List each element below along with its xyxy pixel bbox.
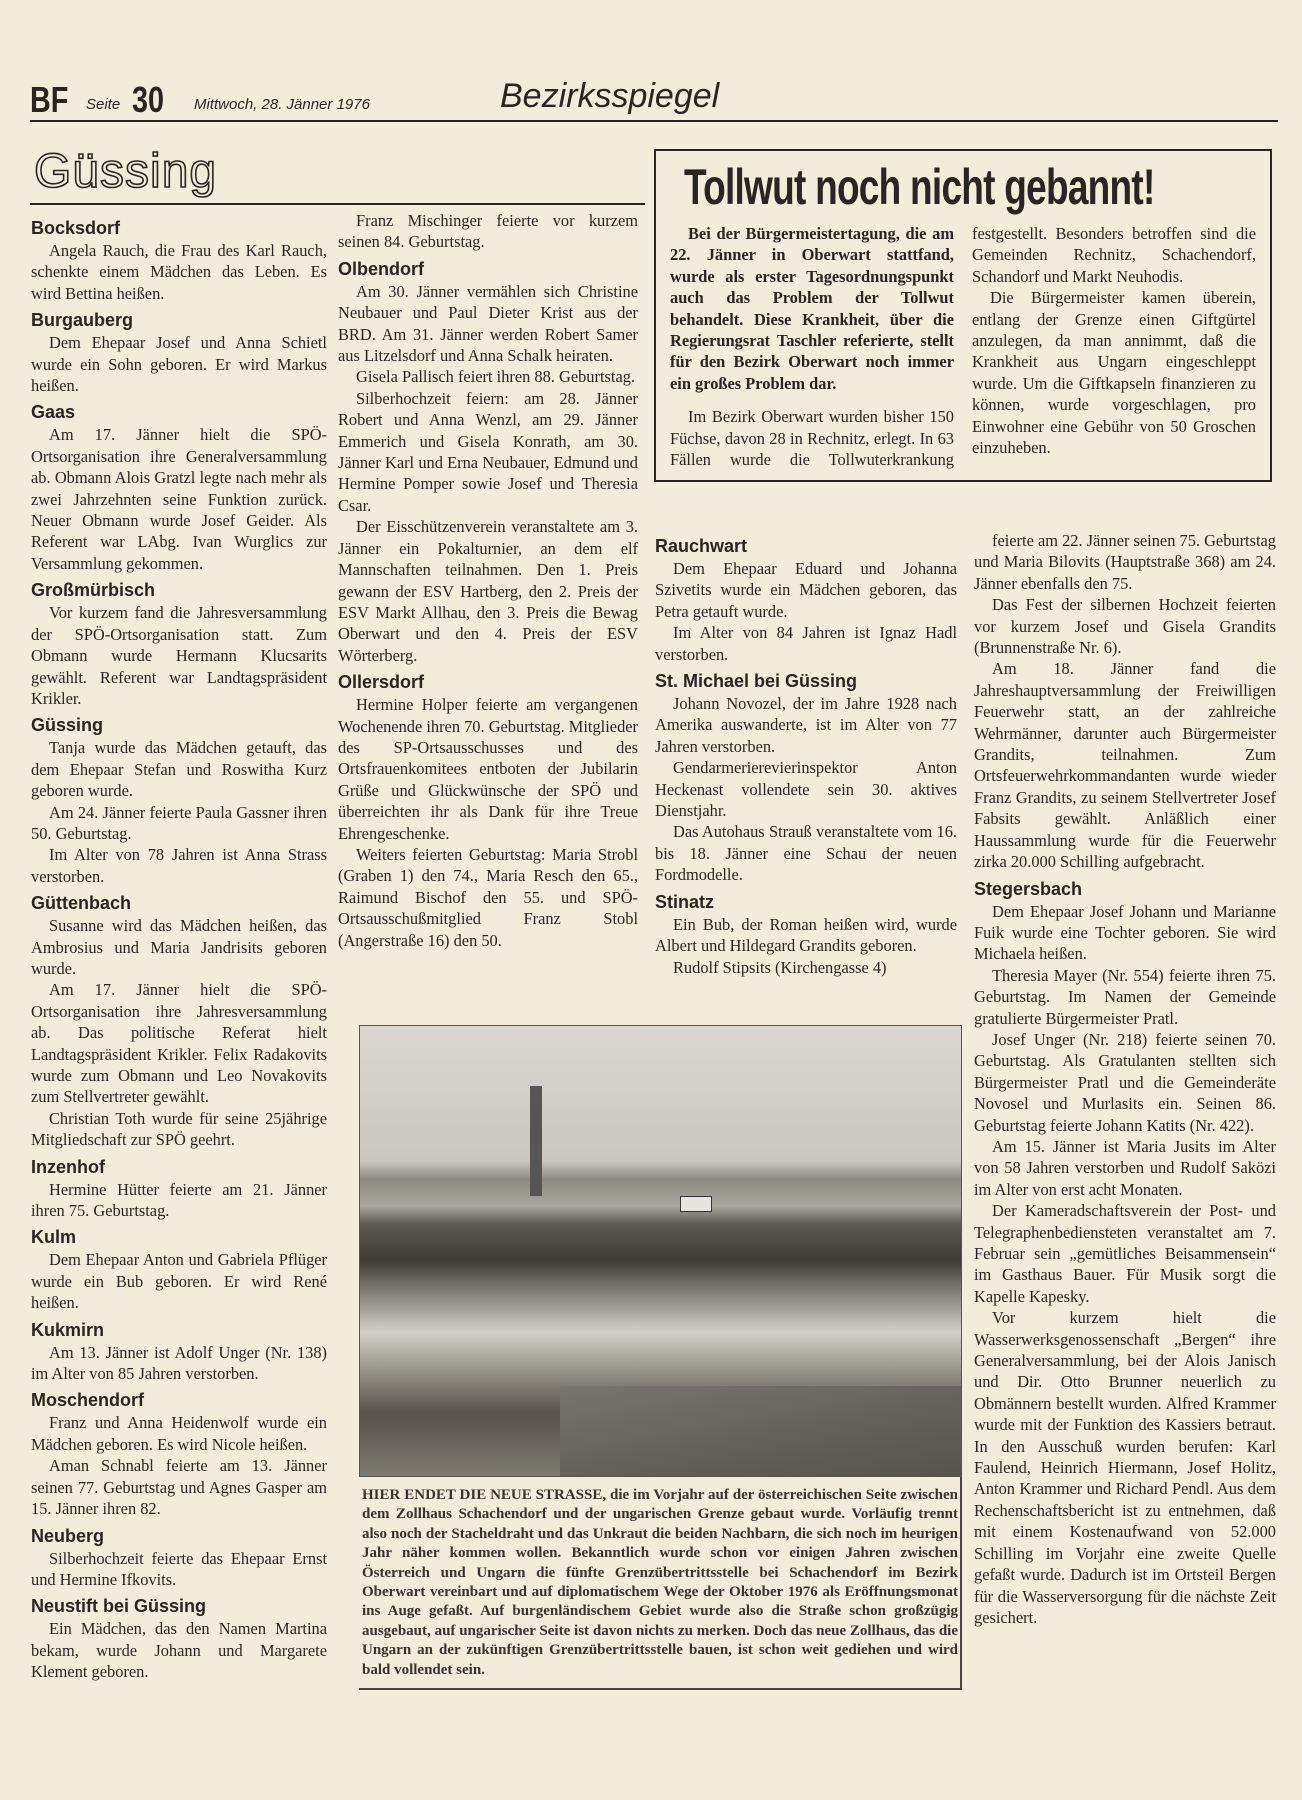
news-paragraph: Rudolf Stipsits (Kirchengasse 4) — [673, 957, 887, 977]
section-heading: Bocksdorf — [31, 218, 121, 238]
news-paragraph: Ein Bub, der Roman heißen wird, wurde Albert und Hildegard Grandits geboren. — [655, 914, 957, 956]
news-paragraph: Susanne wird das Mädchen heißen, das Ambrosius und Maria Jandrisits geboren wurde. — [31, 916, 327, 978]
caption-lead: HIER ENDET DIE NEUE STRASSE, — [362, 1487, 607, 1503]
section-heading: Olbendorf — [338, 258, 424, 279]
news-paragraph: Dem Ehepaar Josef und Anna Schietl wurde ein Sohn geboren. Er wird Markus heißen. — [31, 333, 327, 396]
section-title: Bezirksspiegel — [500, 77, 720, 115]
news-paragraph: Im Alter von 84 Jahren ist Ignaz Hadl verstorben. — [655, 623, 957, 664]
news-paragraph: Franz Mischinger feierte vor kurzem seinen 84. Geburtstag. — [338, 211, 638, 252]
section-heading: Moschendorf — [31, 1390, 145, 1411]
news-paragraph: Ein Mädchen, das den Namen Martina bekam, wurde Johann und Margarete Klement geboren. — [31, 1619, 327, 1682]
news-paragraph: Franz und Anna Heidenwolf wurde ein Mädchen geboren. Es wird Nicole heißen. — [31, 1413, 327, 1454]
page-label: Seite — [86, 96, 121, 113]
section-heading: Stinatz — [655, 891, 715, 912]
news-paragraph: Am 17. Jänner hielt die SPÖ-Ortsorganisation ihre Generalversammlung ab. Obmann Alois Gratzl legte nach mehr als zwei Jahrzehnten seine Funktion zurück. Neuer Obmann wurde Josef Geider. Als Referent war LAbg. Ivan Wurglics zur Versammlung gekommen. — [31, 425, 327, 573]
section-heading: Rauchwart — [655, 536, 748, 556]
article-body — [670, 223, 1256, 470]
news-paragraph: Am 15. Jänner ist Maria Jusits im Alter von 58 Jahren verstorben und Rudolf Saközi im Alter von erst acht Monaten. — [974, 1136, 1276, 1199]
article-paragraph: Die Bürgermeister kamen überein, entlang der Grenze einen Giftgürtel anzulegen, da man annimmt, daß die Krankheit aus Ungarn eingeschleppt wurde. Um die Giftkapseln finanzieren zu können, wurde vorgeschlagen, pro Einwohner eine Gebühr von 50 Groschen einzuheben. — [972, 288, 1256, 458]
road-surface — [560, 1386, 962, 1477]
section-heading: Kulm — [31, 1227, 76, 1248]
news-paragraph: Der Eisschützenverein veranstaltete am 3. Jänner ein Pokalturnier, an dem elf Mannschaften teilnahmen. Den 1. Preis gewann der ESV Hartberg, den 2. Preis der ESV Markt Allhau, den 3. Preis die Bewag Oberwart und den 4. Preis der ESV Wörterberg. — [338, 517, 638, 665]
news-paragraph: feierte am 22. Jänner seinen 75. Geburtstag und Maria Bilovits (Hauptstraße 368) am 24. Jänner ebenfalls den 75. — [974, 531, 1277, 593]
news-paragraph: Hermine Hütter feierte am 21. Jänner ihren 75. Geburtstag. — [31, 1179, 327, 1221]
photo-caption — [362, 1486, 958, 1680]
caption-text: die im Vorjahr auf der österreichischen Seite zwischen dem Zollhaus Schachendorf und der ungarischen Grenze gebaut wurde. Vorläufig trennt also noch der Stacheldraht und das Unkraut die beiden Nachbarn, die sich noch im heurigen Jahr näher kommen wollen. Bekanntlich wurde schon vor einigen Jahren zwischen Österreich und Ungarn die fünfte Grenzübertrittsstelle bei Schachendorf im Bezirk Oberwart vereinbart und auf diplomatischem Wege der Oktober 1976 als Eröffnungsmonat ins Auge gefaßt. Auf burgenländischem Gebiet wurde also die Straße schon großzügig ausgebaut, auf ungarischer Seite ist davon nichts zu merken. Doch das neue Zollhaus, das die Ungarn an der zukünftigen Grenzübertrittsstelle bauen, ist schon weit gediehen und wird bald vollendet sein. — [362, 1487, 958, 1678]
news-paragraph: Gisela Pallisch feiert ihren 88. Geburtstag. — [356, 367, 636, 387]
section-heading: Neuberg — [31, 1525, 105, 1546]
section-heading: St. Michael bei Güssing — [655, 671, 858, 692]
news-paragraph: Weiters feierten Geburtstag: Maria Strobl (Graben 1) den 74., Maria Resch den 65., Raimund Bischof den 55. und SPÖ-Ortsausschußmitglied Franz Stobl (Angerstraße 16) den 50. — [338, 844, 638, 950]
news-paragraph: Tanja wurde das Mädchen getauft, das dem Ehepaar Stefan und Roswitha Kurz geboren wurde. — [31, 738, 327, 801]
section-heading: Neustift bei Güssing — [31, 1596, 207, 1617]
border-road-photo — [359, 1025, 962, 1477]
news-column-4 — [974, 530, 1276, 1628]
news-paragraph: Im Alter von 78 Jahren ist Anna Strass verstorben. — [31, 845, 327, 886]
news-paragraph: Angela Rauch, die Frau des Karl Rauch, schenkte einem Mädchen das Leben. Es wird Bettina heißen. — [31, 241, 327, 303]
news-paragraph: Dem Ehepaar Anton und Gabriela Pflüger wurde ein Bub geboren. Er wird René heißen. — [31, 1250, 327, 1313]
article-headline: Tollwut noch nicht gebannt! — [684, 159, 1155, 215]
paper-logo: BF — [30, 79, 69, 120]
news-paragraph: Christian Toth wurde für seine 25jährige Mitgliedschaft zur SPÖ geehrt. — [31, 1108, 327, 1150]
news-paragraph: Vor kurzem fand die Jahresversammlung der SPÖ-Ortsorganisation statt. Zum Obmann wurde Hermann Klucsarits gewählt. Referent war Landtagspräsident Krikler. — [31, 603, 327, 708]
section-heading: Gaas — [31, 402, 76, 423]
news-paragraph: Dem Ehepaar Josef Johann und Marianne Fuik wurde eine Tochter geboren. Sie wird Michaela heißen. — [974, 901, 1276, 964]
locality-rule — [30, 203, 645, 205]
news-paragraph: Das Fest der silbernen Hochzeit feierten vor kurzem Josef und Gisela Grandits (Brunnenstraße Nr. 6). — [974, 595, 1276, 658]
news-paragraph: Josef Unger (Nr. 218) feierte seinen 70. Geburtstag. Als Gratulanten stellten sich Bürgermeister Pratl und die Gemeinderäte Novosel und Murlasits ein. Seinen 86. Geburtstag feierte Johann Katits (Nr. 422). — [974, 1029, 1276, 1135]
road-sign — [680, 1196, 712, 1212]
page-number: 30 — [132, 79, 165, 120]
news-paragraph: Hermine Holper feierte am vergangenen Wochenende ihren 70. Geburtstag. Mitglieder des SP-Ortsausschusses und des Ortsfrauenkomitees entboten der Jubilarin Grüße und Glückwünsche der SPÖ und überreichten ihr als Dank für ihre Treue Ehrengeschenke. — [338, 695, 638, 843]
news-paragraph: Am 17. Jänner hielt die SPÖ-Ortsorganisation ihre Jahresversammlung ab. Das politische Referat hielt Landtagspräsident Krikler. Felix Radakovits wurde zum Obmann und Leo Novakovits zum Stellvertreter gewählt. — [31, 980, 327, 1107]
news-paragraph: Johann Novozel, der im Jahre 1928 nach Amerika auswanderte, ist im Alter von 77 Jahren verstorben. — [655, 694, 957, 756]
news-column-1 — [31, 212, 327, 1683]
news-paragraph: Vor kurzem hielt die Wasserwerksgenossenschaft „Bergen“ ihre Generalversammlung, bei der Alois Janisch und Dir. Otto Brunner neuerlich zu Obmännern bestellt wurden. Alfred Krammer wurde mit der Funktion des Kassiers betraut. In den Ausschuß wurden berufen: Karl Faulend, Heinrich Hiermann, Josef Holitz, Anton Krammer und Richard Pendl. Aus dem Rechenschaftsbericht ist zu entnehmen, daß mit einem Kostenaufwand von 52.000 Schilling im Vorjahr eine zweite Quelle gefaßt wurde. Dadurch ist im Ortsteil Bergen für die Wasserversorgung für die nächste Zeit gesichert. — [974, 1308, 1276, 1627]
locality-title: Güssing — [34, 145, 218, 198]
caption-rule — [359, 1688, 962, 1690]
article-paragraph: Im Bezirk Oberwart wurden bisher 150 Füchse, davon 28 in Rechnitz, erlegt. In 63 Fällen wurde die Tollwuterkrankung festgestellt. Besonders betroffen sind die Gemeinden Rechnitz, Schachendorf, Schandorf und Markt Neuhodis. — [670, 224, 1256, 470]
article-lead: Bei der Bürgermeistertagung, die am 22. Jänner in Oberwart stattfand, wurde als erster Tagesordnungspunkt auch das Problem der Tollwut behandelt. Diese Krankheit, über die Regierungsrat Taschler referierte, stellt für den Bezirk Oberwart noch immer ein großes Problem dar. — [670, 224, 954, 393]
news-paragraph: Am 13. Jänner ist Adolf Unger (Nr. 138) im Alter von 85 Jahren verstorben. — [31, 1342, 327, 1384]
issue-date: Mittwoch, 28. Jänner 1976 — [194, 96, 370, 113]
header-rule — [30, 120, 1278, 122]
tollwut-article-box — [654, 149, 1272, 482]
news-paragraph: Am 18. Jänner fand die Jahreshauptversammlung der Freiwilligen Feuerwehr statt, an der zahlreiche Wehrmänner, darunter auch Bürgermeister Grandits, teilnahmen. Zum Ortsfeuerwehrkommandanten wurde wieder Franz Grandits, zu seinem Stellvertreter Josef Fabsits gewählt. Anläßlich einer Haussammlung wurde für die Feuerwehr zirka 20.000 Schilling aufgebracht. — [974, 659, 1276, 872]
news-paragraph: Am 24. Jänner feierte Paula Gassner ihren 50. Geburtstag. — [31, 802, 327, 843]
news-paragraph: Silberhochzeit feierte das Ehepaar Ernst und Hermine Ifkovits. — [31, 1548, 327, 1589]
news-column-2 — [338, 210, 638, 951]
section-heading: Großmürbisch — [31, 580, 156, 601]
news-paragraph: Gendarmerierevierinspektor Anton Heckenast vollendete sein 30. aktives Dienstjahr. — [655, 758, 957, 821]
section-heading: Kukmirn — [31, 1319, 105, 1340]
section-heading: Burgauberg — [31, 310, 134, 331]
news-column-3 — [655, 530, 957, 978]
section-heading: Inzenhof — [31, 1156, 105, 1177]
news-paragraph: Am 30. Jänner vermählen sich Christine Neubauer und Paul Dieter Krist aus der BRD. Am 31. Jänner werden Robert Samer aus Litzelsdorf und Anna Schalk heiraten. — [338, 281, 638, 366]
caption-side-rule — [960, 1477, 962, 1690]
news-paragraph: Das Autohaus Strauß veranstaltete vom 16. bis 18. Jänner eine Schau der neuen Fordmodelle. — [655, 822, 957, 885]
section-heading: Güttenbach — [31, 893, 132, 914]
news-paragraph: Silberhochzeit feiern: am 28. Jänner Robert und Anna Wenzl, am 29. Jänner Emmerich und Gisela Konrath, am 30. Jänner Karl und Erna Neubauer, Edmund und Hermine Pomper sowie Josef und Theresia Csar. — [338, 388, 638, 515]
chimney-tower — [530, 1086, 542, 1196]
news-paragraph: Aman Schnabl feierte am 13. Jänner seinen 77. Geburtstag und Agnes Gasper am 15. Jänner ihren 82. — [31, 1456, 327, 1519]
section-heading: Stegersbach — [974, 878, 1083, 899]
section-heading: Güssing — [31, 715, 104, 736]
news-paragraph: Der Kameradschaftsverein der Post- und Telegraphenbediensteten veranstaltet am 7. Februar sein „gemütliches Beisammensein“ im Gasthaus Bauer. Für Musik sorgt die Kapelle Kapesky. — [974, 1201, 1276, 1306]
news-paragraph: Dem Ehepaar Eduard und Johanna Szivetits wurde ein Mädchen geboren, das Petra getauft wurde. — [655, 559, 957, 621]
news-paragraph: Theresia Mayer (Nr. 554) feierte ihren 75. Geburtstag. Im Namen der Gemeinde gratulierte Bürgermeister Pratl. — [974, 965, 1276, 1028]
section-heading: Ollersdorf — [338, 672, 425, 693]
